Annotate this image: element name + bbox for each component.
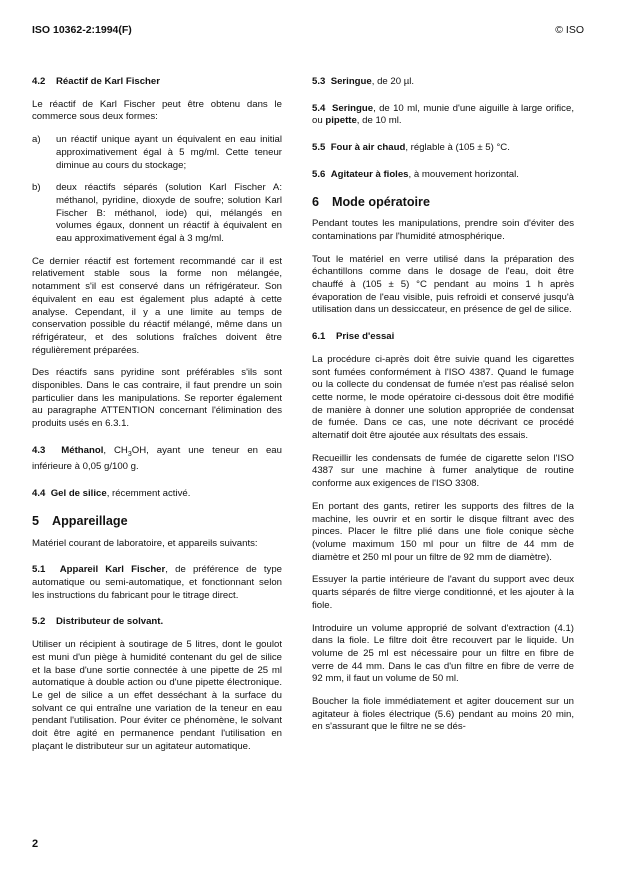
copyright-mark: © ISO xyxy=(555,24,584,36)
paragraph: Des réactifs sans pyridine sont préférables s'ils sont disponibles. Dans le cas contraire, il faut prendre un soin particulier dans les manipulations. Se reporter également au paragraphe ATTENTION concernant l'élimination des produits usés en 6.3.1. xyxy=(32,367,282,430)
paragraph: Introduire un volume approprié de solvant d'extraction (4.1) dans la fiole. Le filtre doit être recouvert par le liquide. Un volume de 25 ml est nécessaire pour un filtre en fibre de verre de 44 mm. Dans le cas d'un filtre en fibre de verre de 92 mm, il faut un volume de 50 ml. xyxy=(312,622,574,685)
paragraph: Recueillir les condensats de fumée de cigarette selon l'ISO 4387 sur une machine à fumer analytique de routine conforme aux exigences de l'ISO 3308. xyxy=(312,452,574,490)
paragraph: Pendant toutes les manipulations, prendre soin d'éviter des contaminations par l'humidité atmosphérique. xyxy=(312,218,574,242)
section-6-1-heading: 6.1 Prise d'essai xyxy=(312,331,395,343)
paragraph: Ce dernier réactif est fortement recommandé car il est relativement stable sous la forme non mélangée, notamment s'il est conservé dans un réfrigérateur. Son équivalent en eau est également plus adapté à cette analyse. Cependant, il y a une limite au temps de conservation possible du réactif mélangé, même dans un réfrigérateur, et des solutions fraîches doivent être régulièrement préparées. xyxy=(32,255,282,356)
section-6-heading: 6 Mode opératoire xyxy=(312,194,430,209)
paragraph: Matériel courant de laboratoire, et appareils suivants: xyxy=(32,537,258,549)
section-5-5: 5.5 Four à air chaud, réglable à (105 ± 5) °C. xyxy=(312,142,510,154)
paragraph: Boucher la fiole immédiatement et agiter doucement sur un agitateur à fioles électrique (5.6) pendant au moins 20 min, en s'assurant que le filtre ne se dés- xyxy=(312,696,574,733)
paragraph: Tout le matériel en verre utilisé dans la préparation des échantillons comme dans le dosage de l'eau, doit être chauffé à (105 ± 5) °C pendant au moins 1 h après évaporation de l'eau visible, puis refroidi et conservé jusqu'à utilisation dans un dessiccateur, en présence de gel de silice. xyxy=(312,253,574,316)
section-4-2-heading: 4.2 Réactif de Karl Fischer xyxy=(32,76,160,87)
document-id: ISO 10362-2:1994(F) xyxy=(32,24,132,36)
paragraph: Le réactif de Karl Fischer peut être obtenu dans le commerce sous deux formes: xyxy=(32,98,282,123)
section-5-3: 5.3 Seringue, de 20 µl. xyxy=(312,76,415,87)
section-5-2-heading: 5.2 Distributeur de solvant. xyxy=(32,616,164,628)
paragraph: Utiliser un récipient à soutirage de 5 litres, dont le goulot est muni d'un piège à humidité contenant du gel de silice et la base d'une sortie connectée à une pipette de 25 ml automatique à double action ou d'une pipette électronique. Le gel de silice a un effet desséchant à la surface du solvant ce qui entraîne une variation de la teneur en eau pendant l'utilisation. Pour éviter ce phénomène, le solvant doit être agité en permanence pendant l'utilisation en plaçant le distributeur sur un agitateur automatique. xyxy=(32,639,282,752)
paragraph: En portant des gants, retirer les supports des filtres de la machine, les ouvrir et en sortir le disque filtrant avec des pinces. Placer le filtre plié dans une fiole conique sèche (volume maximum 150 ml pour un filtre de 44 mm de diamètre et 250 ml pour un filtre de 92 mm de diamètre). xyxy=(312,500,574,563)
section-5-1: 5.1 Appareil Karl Fischer, de préférence de type automatique ou semi-automatique, et fonctionnant selon les instructions du fabricant pour le titrage direct. xyxy=(32,564,282,601)
section-4-3: 4.3 Méthanol, $CH_3OH$, ayant une teneur en eau inférieure à 0,05 g/100 g. xyxy=(32,444,282,473)
section-5-6: 5.6 Agitateur à fioles, à mouvement horizontal. xyxy=(312,168,519,180)
section-5-heading: 5 Appareillage xyxy=(32,513,128,528)
section-4-4: 4.4 Gel de silice, récemment activé. xyxy=(32,488,191,500)
right-column xyxy=(312,76,574,744)
page-number: 2 xyxy=(32,838,39,850)
paragraph: La procédure ci-après doit être suivie quand les cigarettes sont fumées conformément à l'ISO 4387. Quand le fumage ou la collecte du condensat de fumée n'est pas réalisé selon cette norme, le mode opératoire ci-dessous doit être modifié de manière à donner une solution appropriée de condensat de fumée. Dans ce cas, une note décrivant ce procédé alternatif doit être ajoutée aux résultats des essais. xyxy=(312,353,574,442)
paragraph: Essuyer la partie intérieure de l'avant du support avec deux quarts séparés de filtre vierge conditionné, et les ajouter à la fiole. xyxy=(312,574,574,611)
left-column xyxy=(32,76,282,763)
list-item: a) un réactif unique ayant un équivalent en eau initial approximativement égal à 5 mg/ml. Cette teneur diminue au cours du stockage; xyxy=(32,134,282,171)
section-5-4: 5.4 Seringue, de 10 ml, munie d'une aiguille à large orifice, ou pipette, de 10 ml. xyxy=(312,102,574,127)
list-item: b) deux réactifs séparés (solution Karl Fischer A: méthanol, pyridine, dioxyde de soufre; solution Karl Fischer B: méthanol, iode) qui, mélangés en volumes égaux, donnent un réactif à équivalent en eau approximativement égal à 3 mg/ml. xyxy=(32,182,282,245)
